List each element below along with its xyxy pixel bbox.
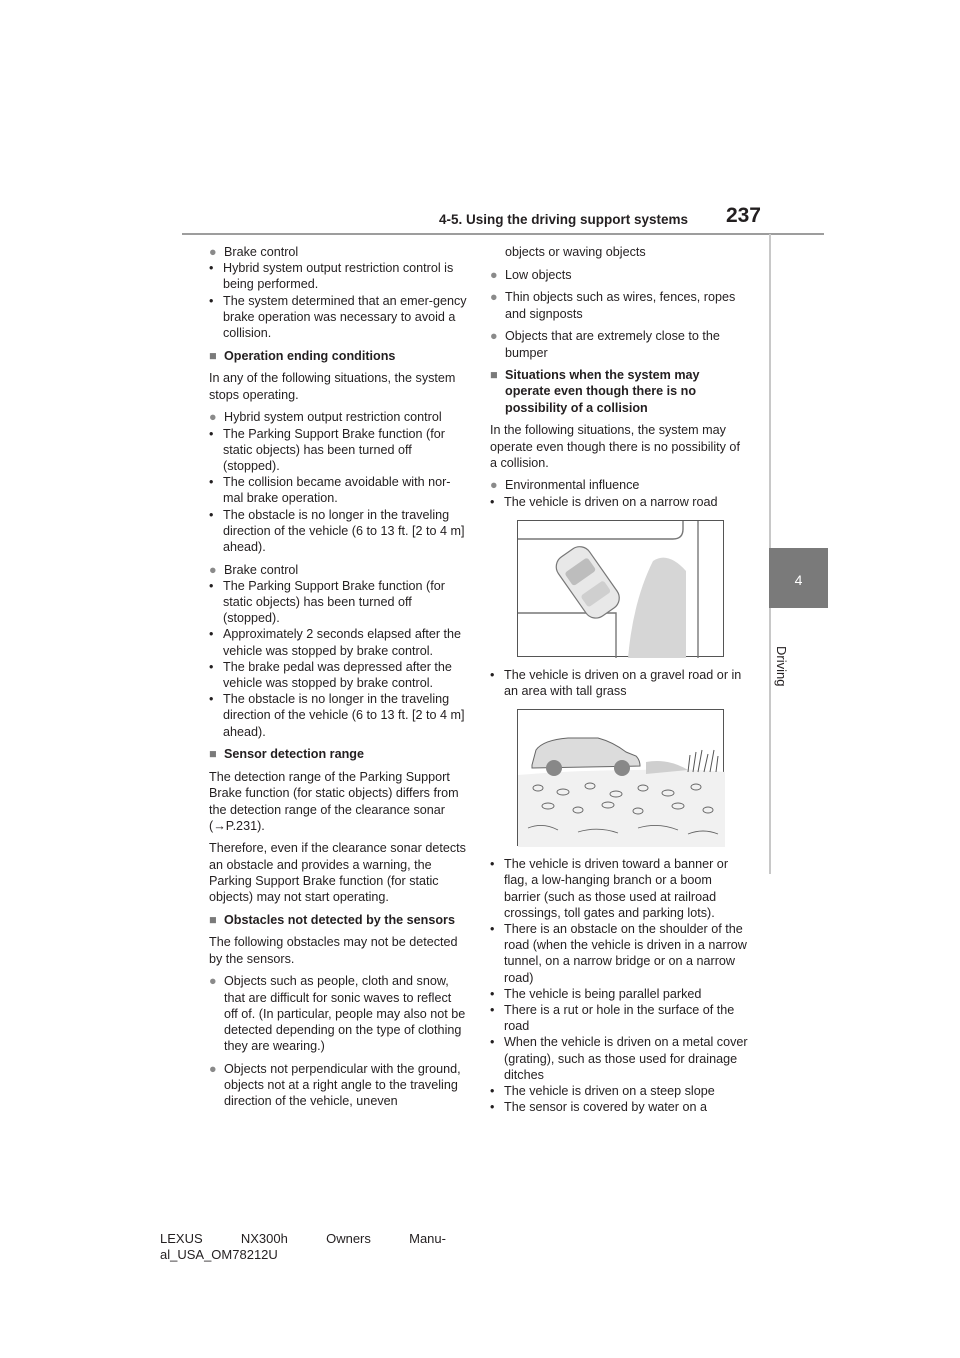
circle-bullet-icon: ●	[490, 267, 498, 282]
section-title: 4-5. Using the driving support systems	[438, 212, 688, 227]
list-item: The brake pedal was depressed after the vehicle was stopped by brake control.	[223, 659, 452, 691]
section-heading: ■ Situations when the system may operate even though there is no possibility of a collision	[490, 368, 700, 415]
list-item: There is a rut or hole in the surface of the road	[504, 1003, 735, 1034]
road-edge	[518, 521, 683, 539]
paragraph: The detection range of the Parking Support Brake function (for static objects) differs from the detection range of the clearance sonar (→P.231).	[209, 770, 459, 833]
bullet-block: ● Brake control • The Parking Support Brake function (for static objects) has been turned off (stopped). • Approximately 2 seconds elapsed after the vehicle was stopped by brake control. • The brake pedal was depressed after the vehicle was stopped by brake control. • The obstacle is no longer in the traveling direction of the vehicle (6 to 13 ft. [2 to 4 m] ahead).	[209, 562, 465, 739]
page-header	[160, 204, 825, 236]
list-item: The sensor is covered by water on a	[504, 1100, 708, 1115]
circle-bullet-icon: ●	[490, 290, 498, 305]
circle-bullet-icon: ●	[209, 410, 217, 425]
car-shape	[552, 542, 624, 623]
square-bullet-icon: ■	[209, 348, 217, 363]
bullet-item: ● Thin objects such as wires, fences, ropes and signposts	[490, 290, 736, 321]
list-item: The vehicle is driven on a steep slope	[504, 1084, 715, 1099]
list-item: The vehicle is being parallel parked	[504, 986, 702, 1001]
narrow-road-illustration	[517, 520, 724, 657]
square-bullet-icon: ■	[490, 368, 498, 383]
manual-code: al_USA_OM78212U	[160, 1247, 278, 1262]
bullet-item: ● Low objects	[490, 267, 572, 282]
list-item: The collision became avoidable with nor-mal brake operation.	[223, 475, 451, 506]
sonar-zone	[628, 558, 686, 658]
section-heading: ■ Sensor detection range	[209, 747, 364, 762]
list-item: Hybrid system output restriction control is being performed.	[223, 261, 454, 292]
gravel-road-illustration	[517, 709, 724, 846]
bullet-item: ● Objects such as people, cloth and snow, that are difficult for sonic waves to reflect off of. (In particular, people may also not be detected depending on the type of clothing they are wearing.)	[209, 974, 466, 1054]
list-item: The vehicle is driven toward a banner or flag, a low-hanging branch or a boom barrier (such as those used at railroad crossings, toll gates and parking lots).	[504, 857, 729, 920]
section-heading: ■ Operation ending conditions	[209, 348, 396, 363]
right-column	[490, 244, 748, 1116]
curb	[518, 613, 616, 658]
list-item: The obstacle is no longer in the traveling direction of the vehicle (6 to 13 ft. [2 to 4 m] ahead).	[223, 692, 465, 739]
circle-bullet-icon: ●	[490, 478, 498, 493]
list-item: The Parking Support Brake function (for static objects) has been turned off (stopped).	[223, 578, 445, 626]
square-bullet-icon: ■	[209, 912, 217, 927]
narrow-road-figure	[518, 521, 725, 658]
chapter-tab[interactable]: 4	[769, 548, 828, 608]
bullet-item: ● Objects that are extremely close to the bumper	[490, 329, 720, 360]
bullet-block: ● Environmental influence • The vehicle is driven on a narrow road	[490, 478, 718, 509]
list-item: • The vehicle is driven on a gravel road or in an area with tall grass	[490, 667, 742, 699]
bullet-block: ● Brake control • Hybrid system output restriction control is being performed. • The system determined that an emer-gency brake operation was necessary to avoid a collision.	[209, 245, 467, 341]
paragraph: Therefore, even if the clearance sonar detects an obstacle and provides a warning, the Parking Support Brake function (for static objects) may not start operating.	[209, 841, 466, 905]
paragraph: In any of the following situations, the system stops operating.	[209, 371, 456, 402]
page-footer: LEXUS NX300h Owners Manu- al_USA_OM78212U	[160, 1231, 460, 1263]
header-divider	[182, 233, 824, 235]
list-item: Approximately 2 seconds elapsed after the vehicle was stopped by brake control.	[223, 627, 462, 658]
list-item: The vehicle is driven on a narrow road	[504, 494, 718, 509]
left-column	[209, 244, 467, 1116]
bullet-list: • The vehicle is driven toward a banner or flag, a low-hanging branch or a boom barrier (such as those used at railroad crossings, toll gates and parking lots). • There is an obstacle on the shoulder of the road (when the vehicle is driven in a narrow tunnel, on a narrow bridge or on a narrow road) • The vehicle is being parallel parked • There is a rut or hole in the surface of the road • When the vehicle is driven on a metal cover (grating), such as those used for drainage ditches • The vehicle is driven on a steep slope • The sensor is covered by water on a	[490, 857, 748, 1115]
list-item: The system determined that an emer-gency brake operation was necessary to avoid a collision.	[223, 293, 467, 341]
tall-grass	[688, 750, 718, 772]
chapter-label: Driving	[774, 646, 789, 687]
page-number: 237	[725, 204, 761, 227]
paragraph-continuation: objects or waving objects	[505, 245, 646, 259]
square-bullet-icon: ■	[209, 747, 217, 762]
list-item: When the vehicle is driven on a metal cover (grating), such as those used for drainage ditches	[504, 1035, 748, 1082]
paragraph: In the following situations, the system may operate even though there is no possibility of a collision.	[490, 423, 740, 470]
paragraph: The following obstacles may not be detected by the sensors.	[209, 935, 458, 966]
circle-bullet-icon: ●	[490, 329, 498, 344]
car-shape	[532, 738, 640, 776]
circle-bullet-icon: ●	[209, 245, 217, 259]
list-item: There is an obstacle on the shoulder of the road (when the vehicle is driven in a narrow tunnel, on a narrow bridge or on a narrow road)	[504, 922, 747, 985]
list-item: The Parking Support Brake function (for static objects) has been turned off (stopped).	[223, 426, 445, 473]
circle-bullet-icon: ●	[209, 1061, 217, 1076]
bullet-block: ● Hybrid system output restriction control • The Parking Support Brake function (for static objects) has been turned off (stopped). • The collision became avoidable with nor-mal brake operation. • The obstacle is no longer in the traveling direction of the vehicle (6 to 13 ft. [2 to 4 m] ahead).	[209, 410, 465, 554]
circle-bullet-icon: ●	[209, 974, 217, 989]
circle-bullet-icon: ●	[209, 562, 217, 577]
ground	[518, 770, 725, 848]
list-item: The obstacle is no longer in the traveling direction of the vehicle (6 to 13 ft. [2 to 4 m] ahead).	[223, 507, 465, 554]
section-heading: ■ Obstacles not detected by the sensors	[209, 912, 455, 927]
gravel-road-figure	[518, 710, 725, 847]
bullet-item: ● Objects not perpendicular with the ground, objects not at a right angle to the traveling direction of the vehicle, uneven	[209, 1061, 461, 1109]
